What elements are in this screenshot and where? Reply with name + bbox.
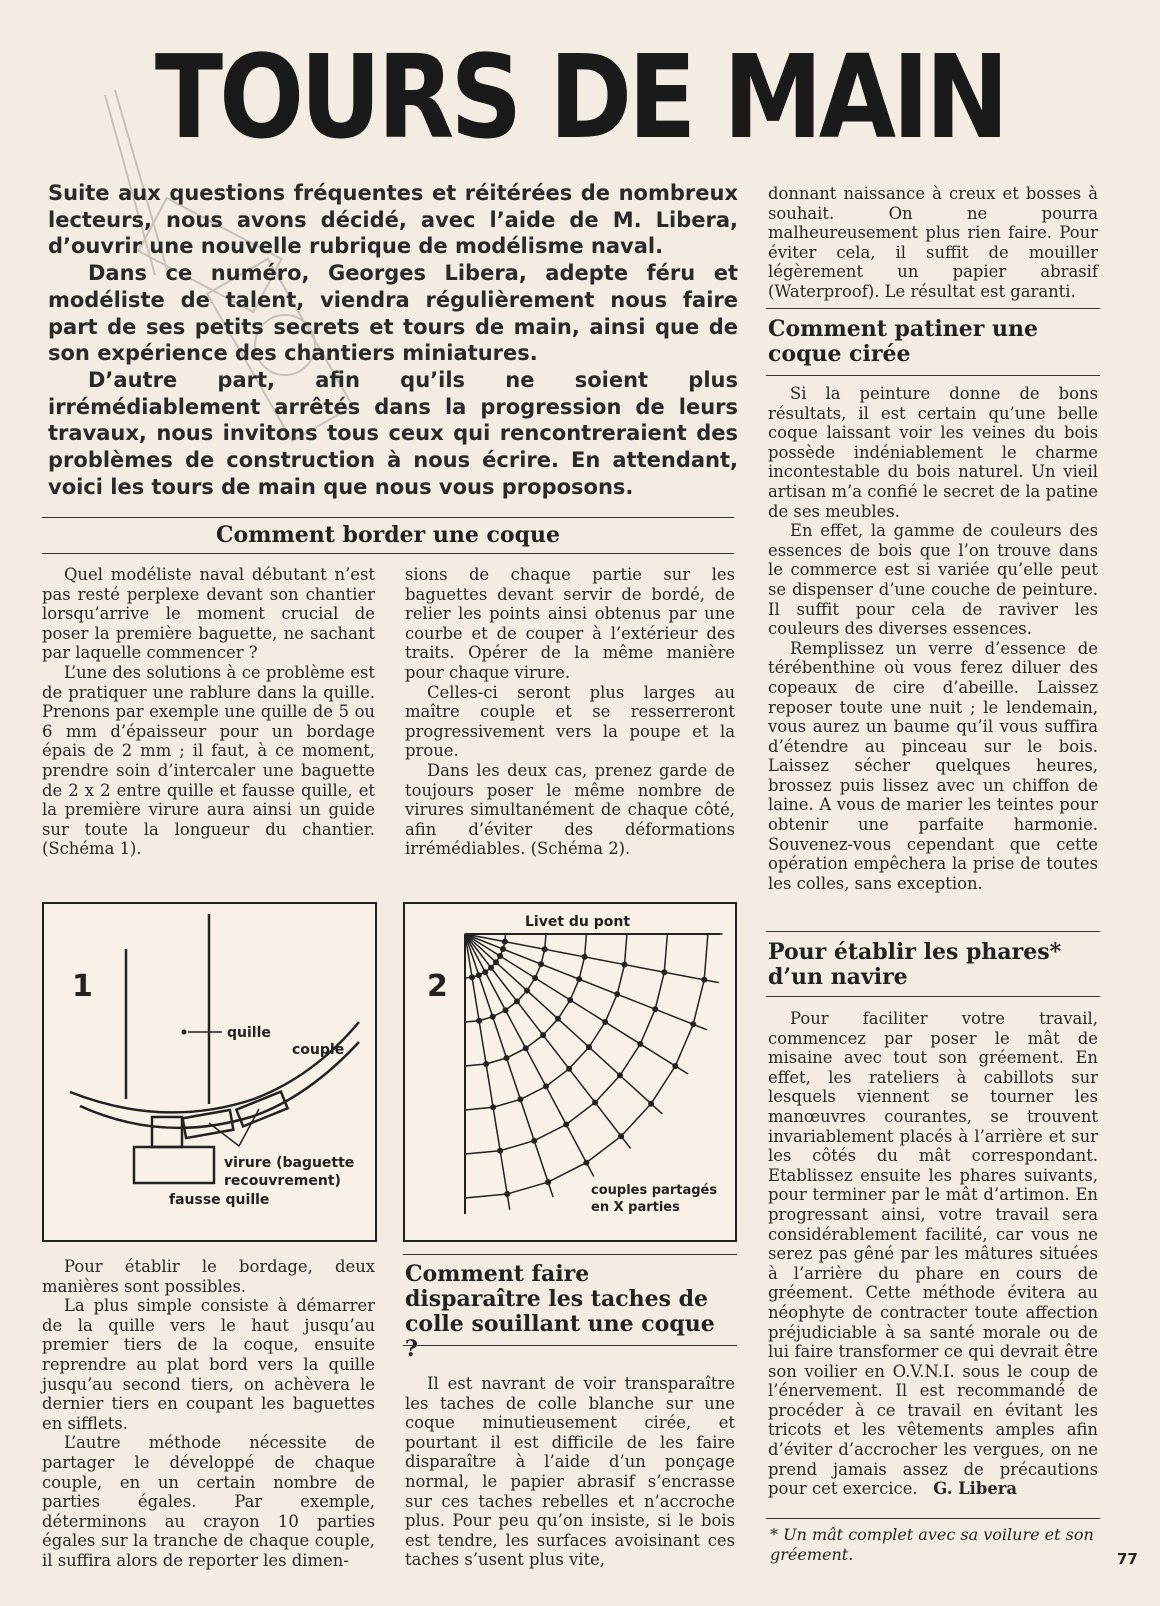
diagram-1-drawing (44, 904, 374, 1239)
section-rule (766, 308, 1100, 309)
diagram-2-division-point (583, 1160, 589, 1166)
section-rule (42, 517, 734, 518)
phares-body: Pour faciliter votre travail, commencez par poser le mât de misaine avec tout son gréement. En effet, les rateliers à cabillots sur lesquels viennent se tourner les manœuvres courantes, se trouvent invariablement placés à l’arrière et sur les côtés du mât correspondant. Etablissez ensuite les phares suivants, pour terminer par le mât d’artimon. En progressant ainsi, votre travail sera considérablement facilité, car vous ne serez pas gêné par les mâtures situées à l’arrière du phare en cours de gréement. Cette méthode évitera au néophyte de contracter toute affection préjudiciable à sa santé morale ou de lui faire transformer ce qui devrait être son voilier en O.V.N.I. sous le coup de l’énervement. Il est recommandé de procéder à ce travail en évitant les tricots et les vêtements amples afin d’éviter d’accrocher les vergues, on ne prend jamais assez de précautions pour cet exercice. (768, 1009, 1098, 1499)
section-rule (403, 1345, 737, 1346)
label-en-x-parties: en X parties (591, 1200, 680, 1215)
diagram-2-division-point (493, 959, 499, 965)
diagram-2-division-point (555, 1016, 561, 1022)
diagram-2-division-point (543, 1083, 549, 1089)
patiner-column (768, 384, 1098, 893)
diagram-2-division-point (532, 975, 538, 981)
body-paragraph: Dans les deux cas, prenez garde de toujours poser le même nombre de virures simultanément de chaque côté, afin d’éviter des déformations irrémédiables. (Schéma 2). (405, 760, 735, 859)
border-column-1-continued (42, 1257, 375, 1571)
section-heading-taches: Comment faire disparaître les taches de colle souillant une coque ? (405, 1261, 715, 1362)
diagram-2-division-point (582, 954, 588, 960)
section-rule (766, 996, 1100, 997)
diagram-2-division-point (602, 1019, 608, 1025)
section-heading-phares: Pour établir les phares* d’un navire (768, 939, 1062, 990)
intro-block (48, 180, 738, 500)
body-paragraph: Pour établir le bordage, deux manières sont possibles. (42, 1257, 375, 1296)
diagram-1-number: 1 (72, 969, 93, 1004)
body-paragraph: Si la peinture donne de bons résultats, il est certain qu’une belle coque laissant voir les veines du bois possède indéniablement le charme incontestable du bois naturel. Un vieil artisan m’a confié le secret de la patine de ses meubles. (768, 384, 1098, 521)
diagram-2-division-point (524, 988, 530, 994)
body-paragraph: Remplissez un verre d’essence de térébenthine où vous ferez diluer des copeaux de cire d’abeille. Laissez reposer toute une nuit ; le lendemain, vous aurez un baume qu’il vous suffira d’étendre au pinceau sur le bois. Laissez sécher quelques heures, brossez puis lissez avec un chiffon de laine. A vous de marier les teintes pour obtenir une parfaite harmonie. Souvenez-vous cependant que cette opération empêchera la prise de toutes les colles, sans exception. (768, 638, 1098, 893)
intro-paragraph: Suite aux questions fréquentes et réitérées de nombreux lecteurs, nous avons décidé, avec l’aide de M. Libera, d’ouvrir une nouvelle rubrique de modélisme naval. (48, 181, 738, 259)
diagram-2-division-point (540, 1032, 546, 1038)
section-heading-border: Comment border une coque (216, 522, 560, 548)
diagram-2-division-point (523, 1045, 529, 1051)
diagram-2 (403, 902, 737, 1242)
diagram-2-division-point (563, 1122, 569, 1128)
label-quille: quille (227, 1025, 271, 1041)
phares-column (768, 1009, 1098, 1499)
diagram-2-division-point (617, 1072, 623, 1078)
diagram-2-division-point (618, 1133, 624, 1139)
column-3-top (768, 184, 1098, 302)
diagram-2-division-point (490, 1014, 496, 1020)
diagram-2-division-point (652, 1006, 658, 1012)
diagram-2-division-point (690, 1021, 696, 1027)
diagram-2-division-point (483, 1061, 489, 1067)
diagram-2-division-point (469, 974, 475, 980)
intro-paragraph: D’autre part, afin qu’ils ne soient plus irrémédiablement arrêtés dans la progression de leurs travaux, nous invitons tous ceux qui rencontreraient des problèmes de construction à nous écrire. En attendant, voici les tours de main que nous vous proposons. (48, 367, 738, 499)
diagram-2-division-point (476, 1018, 482, 1024)
intro-paragraph: Dans ce numéro, Georges Libera, adepte féru et modéliste de talent, viendra régulièrement nous faire part de ses petits secrets et tours de main, ainsi que de son expérience des chantiers miniatures. (48, 261, 738, 366)
section-rule (766, 1518, 1100, 1519)
diagram-2-division-point (514, 998, 520, 1004)
taches-column (405, 1374, 735, 1570)
page-title: TOURS DE MAIN (154, 30, 1006, 165)
label-virure-1: virure (baguette (224, 1155, 355, 1171)
diagram-2-division-point (648, 1101, 654, 1107)
page-number: 77 (1117, 1550, 1138, 1568)
diagram-2-division-point (500, 946, 506, 952)
label-virure-2: recouvrement) (224, 1173, 341, 1189)
diagram-2-division-point (497, 953, 503, 959)
diagram-2-division-point (576, 976, 582, 982)
body-paragraph: Il est navrant de voir transparaître les taches de colle blanche sur une coque minutieusement cirée, et pourtant il est difficile de les faire disparaître à l’aide d’un ponçage normal, le papier abrasif s’encrasse sur ces taches rebelles et n’accroche plus. Pour peu qu’on insiste, si le bois est tendre, les surfaces avoisinant ces taches s’usent plus vite, (405, 1374, 735, 1570)
section-rule (42, 553, 734, 554)
diagram-2-division-point (497, 1148, 503, 1154)
label-livet-du-pont: Livet du pont (525, 914, 631, 930)
body-paragraph: L’une des solutions à ce problème est de pratiquer une rablure dans la quille. Prenons par exemple une quille de 5 ou 6 mm d’épaisseur pour un bordage épais de 2 mm ; il faut, à ce moment, prendre soin d’intercaler une baguette de 2 x 2 entre quille et fausse quille, et la première virure aura ainsi un guide sur toute la longueur du chantier. (Schéma 1). (42, 662, 375, 859)
body-paragraph: sions de chaque partie sur les baguettes devant servir de bordé, de relier les points ainsi obtenus par une courbe et de couper à l’extérieur des traits. Opérer de la même manière pour chaque virure. (405, 565, 735, 682)
body-paragraph: L’autre méthode nécessite de partager le développé de chaque couple, en un certain nombre de parties égales. Par exemple, déterminons au crayon 10 parties égales sur la tranche de chaque couple, il suffira alors de reporter les dimen- (42, 1433, 375, 1570)
diagram-2-division-point (542, 946, 548, 952)
body-paragraph: La plus simple consiste à démarrer de la quille vers le haut jusqu’au premier tiers de la coque, ensuite reprendre au plat bord vers la quille jusqu’au second tiers, on achèvera le dernier tiers en coupant les baguettes en sifflets. (42, 1296, 375, 1433)
label-couples-partages: couples partagés (591, 1183, 718, 1198)
diagram-2-division-point (567, 997, 573, 1003)
label-couple: couple (292, 1042, 345, 1058)
section-rule (403, 1254, 737, 1255)
diagram-2-division-point (502, 939, 508, 945)
diagram-2-division-point (614, 991, 620, 997)
border-column-2 (405, 565, 735, 859)
diagram-2-division-point (592, 1100, 598, 1106)
diagram-2-division-point (538, 961, 544, 967)
diagram-2-division-point (517, 1096, 523, 1102)
body-paragraph: Celles-ci seront plus larges au maître couple et se resserreront progressivement vers la poupe et la proue. (405, 682, 735, 761)
diagram-2-division-point (672, 1063, 678, 1069)
diagram-2-division-point (545, 1179, 551, 1185)
diagram-2-division-point (622, 962, 628, 968)
diagram-2-division-point (586, 1044, 592, 1050)
section-heading-patiner: Comment patiner une coque cirée (768, 316, 1038, 367)
diagram-2-number: 2 (427, 969, 448, 1004)
body-paragraph: Quel modéliste naval débutant n’est pas resté perplexe devant son chantier lorsqu’arrive le moment crucial de poser la première baguette, ne sachant par laquelle commencer ? (42, 565, 375, 663)
body-paragraph: En effet, la gamme de couleurs des essences de bois que l’on trouve dans le commerce est si variée qu’elle peut se dispenser d’une couche de peinture. Il suffit pour cela de raviver les couleurs des diverses essences. (768, 521, 1098, 639)
diagram-2-division-point (566, 1066, 572, 1072)
diagram-2-division-point (503, 1007, 509, 1013)
author-signature: G. Libera (933, 1479, 1018, 1499)
section-rule (766, 375, 1100, 376)
diagram-1 (42, 902, 377, 1242)
diagram-2-division-point (504, 1055, 510, 1061)
footnote: * Un mât complet avec sa voilure et son gréement. (770, 1525, 1094, 1564)
border-column-1 (42, 565, 375, 859)
diagram-2-drawing (405, 904, 734, 1239)
diagram-2-division-point (531, 1138, 537, 1144)
diagram-2-division-point (701, 977, 707, 983)
body-paragraph (768, 1009, 1098, 1499)
diagram-2-division-point (637, 1041, 643, 1047)
diagram-2-division-point (504, 1191, 510, 1197)
diagram-2-division-point (476, 972, 482, 978)
body-paragraph: donnant naissance à creux et bosses à souhait. On ne pourra malheureusement plus rien faire. Pour éviter cela, il suffit de mouiller légèrement un papier abrasif (Waterproof). Le résultat est garanti. (768, 184, 1098, 301)
label-fausse-quille: fausse quille (169, 1192, 270, 1208)
diagram-2-division-point (488, 965, 494, 971)
diagram-2-division-point (482, 969, 488, 975)
diagram-2-division-point (661, 969, 667, 975)
section-rule (766, 931, 1100, 932)
diagram-2-division-point (490, 1104, 496, 1110)
